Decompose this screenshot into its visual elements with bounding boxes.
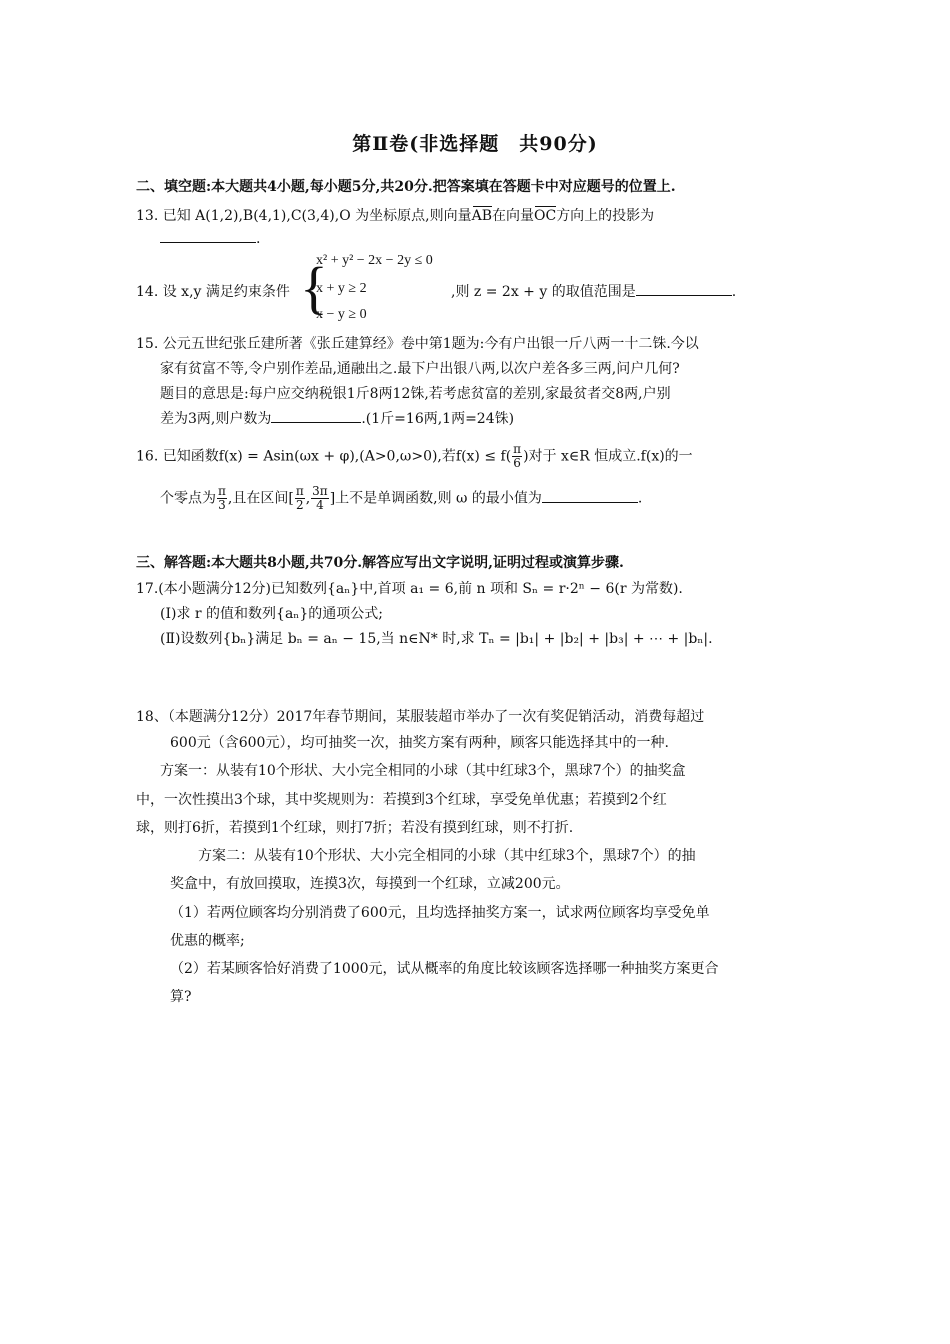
q18-line-1: 18、（本题满分12分）2017年春节期间，某服装超市举办了一次有奖促销活动，消费每超过 [136,709,705,725]
q16-text-2b: ,且在区间[ [227,490,294,507]
q15-answer-blank[interactable] [271,408,361,423]
q13-end: . [256,231,261,247]
q16-line-1 [136,443,693,470]
fraction-pi-over-3: $\frac{\pi}{3}$ [218,484,226,512]
q17-line-3: (Ⅱ)设数列{bₙ}满足 bₙ = aₙ − 15,当 n∈N* 时,求 Tₙ = |b₁| + |b₂| + |b₃| + ⋯ + |bₙ|. [160,631,713,647]
q14-text-a: 设 x,y 满足约束条件 [162,284,290,300]
q15-line-1 [136,333,699,353]
q18-line-5: 球，则打6折，若摸到1个红球，则打7折；若没有摸到红球，则不打折. [136,820,574,836]
q15-line-2: 家有贫富不等,令户别作差品,通融出之.最下户出银八两,以次户差各多三两,问户几何? [160,361,680,377]
q13-text-b: 在向量 [491,208,534,224]
fraction-pi-over-6: $\frac{\pi}{6}$ [513,442,522,470]
fraction-3pi-over-4: $\frac{3\pi}{4}$ [312,484,328,512]
vector-oc: OC [533,208,557,224]
interval-comma: , [305,490,311,507]
vector-ab: AB [471,208,492,224]
q18-line-2: 600元（含600元），均可抽奖一次，抽奖方案有两种，顾客只能选择其中的一种. [170,735,669,751]
q15-text-4a: 差为3两,则户数为 [160,411,272,427]
q14-end: . [731,284,737,300]
question-14 [136,281,290,301]
q16-text-1a: 已知函数f(x) = Asin(ωx + φ),(A>0,ω>0),若f(x) ≤ f( [162,448,512,465]
q15-text-4b: .(1斤=16两,1两=24铢) [361,411,515,427]
q15-number: 15. [136,336,159,352]
q16-end: . [637,490,643,507]
q13-text-c: 方向上的投影为 [556,208,655,224]
q14-number: 14. [136,284,159,300]
q15-line-4 [160,408,514,428]
question-13 [136,205,654,225]
q16-number: 16. [136,448,159,465]
q13-number: 13. [136,208,159,224]
section-2-header: 二、填空题:本大题共4小题,每小题5分,共20分.把答案填在答题卡中对应题号的位置上. [136,179,676,195]
q15-text-1: 公元五世纪张丘建所著《张丘建算经》卷中第1题为:今有户出银一斤八两一十二铢.今以 [162,336,699,352]
q16-answer-blank[interactable] [542,488,638,503]
q17-line-1: 17.(本小题满分12分)已知数列{aₙ}中,首项 a₁ = 6,前 n 项和 Sₙ = r·2ⁿ − 6(r 为常数). [136,581,683,597]
q18-line-4: 中，一次性摸出3个球，其中奖规则为：若摸到3个红球，享受免单优惠；若摸到2个红 [136,792,667,808]
section-3-header: 三、解答题:本大题共8小题,共70分.解答应写出文字说明,证明过程或演算步骤. [136,555,624,571]
constraint-2: x + y ≥ 2 [316,281,367,296]
q14-text-b: ,则 z = 2x + y 的取值范围是 [451,284,636,300]
constraint-brace: { [300,255,328,320]
q13-answer-line [160,228,260,247]
constraint-3: x − y ≥ 0 [316,307,367,322]
page-title: 第Ⅱ卷(非选择题 共90分) [352,133,598,155]
q13-answer-blank[interactable] [160,228,256,243]
q16-text-1b: )对于 x∈R 恒成立.f(x)的一 [523,448,693,465]
q17-line-2: (Ⅰ)求 r 的值和数列{aₙ}的通项公式; [160,606,383,622]
q18-line-8: （1）若两位顾客均分别消费了600元，且均选择抽奖方案一，试求两位顾客均享受免单 [170,905,710,921]
q18-line-9: 优惠的概率; [170,933,245,949]
constraint-1: x² + y² − 2x − 2y ≤ 0 [316,253,433,268]
q14-tail [451,281,736,301]
q16-line-2 [160,485,642,512]
q18-line-3: 方案一：从装有10个形状、大小完全相同的小球（其中红球3个，黑球7个）的抽奖盒 [160,763,686,779]
q13-text-a: 已知 A(1,2),B(4,1),C(3,4),O 为坐标原点,则向量 [162,208,472,224]
fraction-pi-over-2: $\frac{\pi}{2}$ [295,484,304,512]
q18-line-10: （2）若某顾客恰好消费了1000元，试从概率的角度比较该顾客选择哪一种抽奖方案更合 [170,961,719,977]
q16-text-2c: ]上不是单调函数,则 ω 的最小值为 [329,490,542,507]
q18-line-6: 方案二：从装有10个形状、大小完全相同的小球（其中红球3个，黑球7个）的抽 [198,848,696,864]
q18-line-7: 奖盒中，有放回摸取，连摸3次，每摸到一个红球，立减200元。 [170,876,570,892]
q16-text-2a: 个零点为 [160,490,216,507]
q14-answer-blank[interactable] [636,281,732,296]
q18-line-11: 算? [170,989,192,1005]
q15-line-3: 题目的意思是:每户应交纳税银1斤8两12铢,若考虑贫富的差别,家最贫者交8两,户别 [160,386,671,402]
